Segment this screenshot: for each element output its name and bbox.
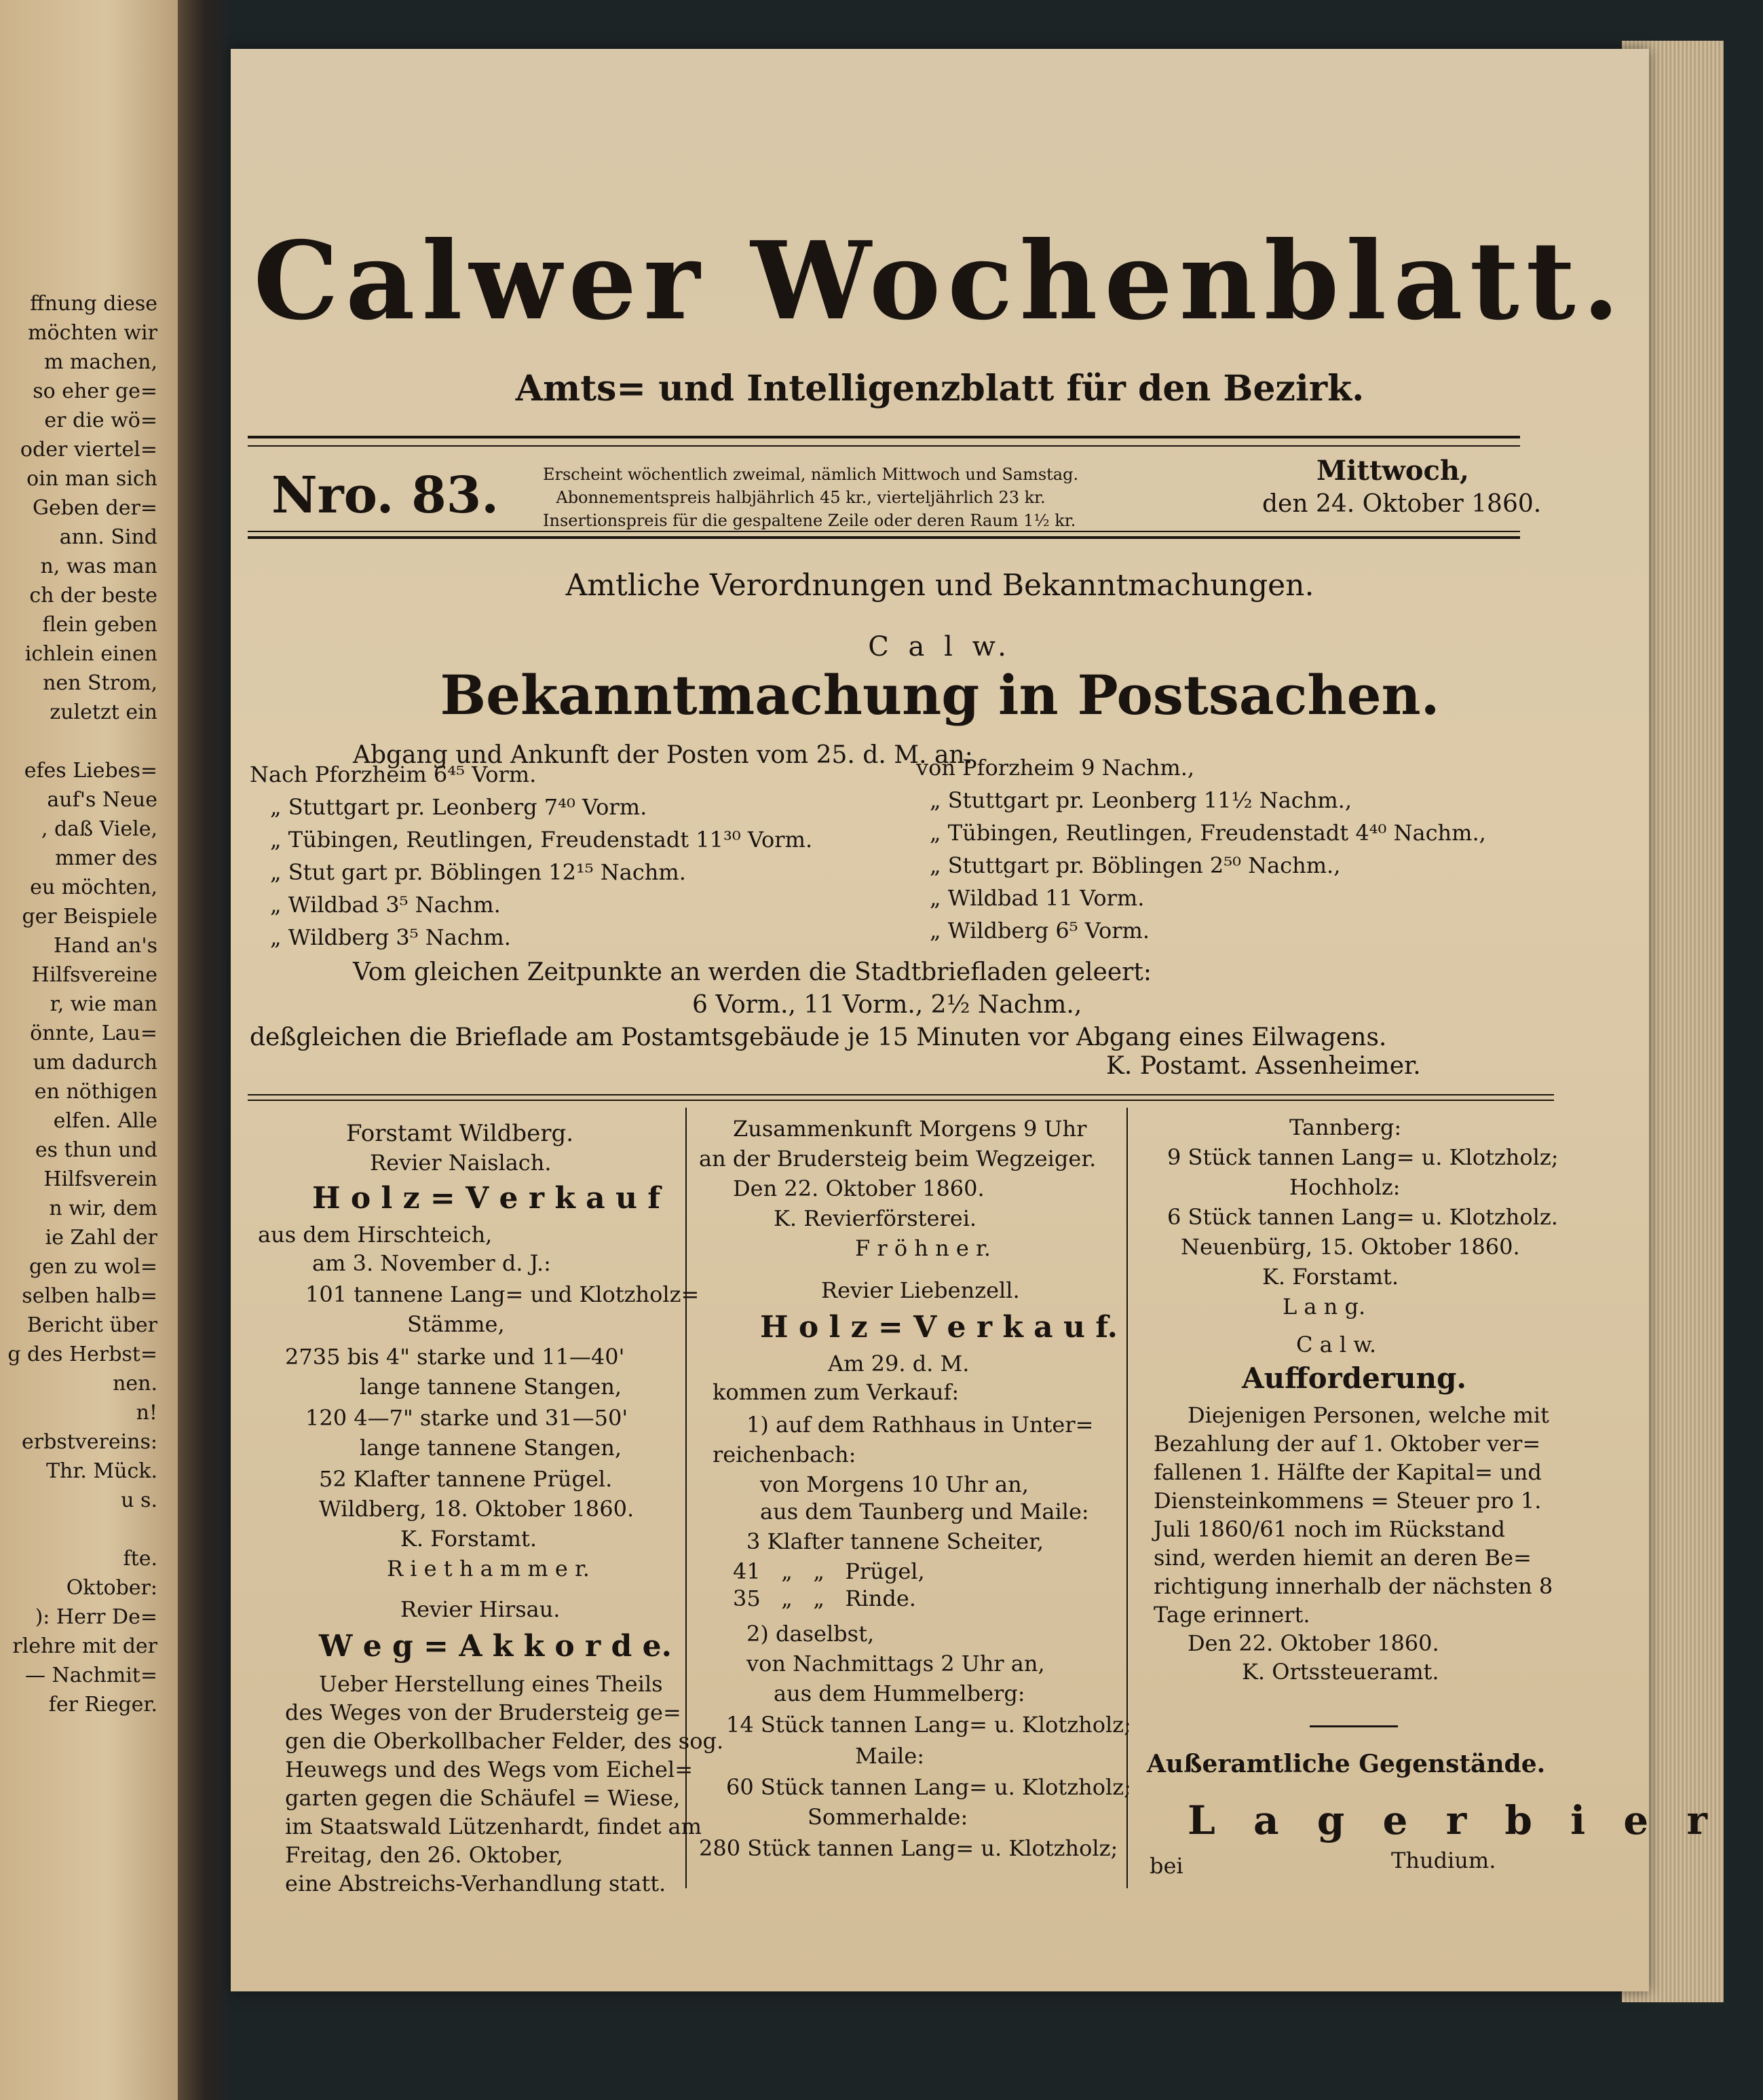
col1-line: Wildberg, 18. Oktober 1860. — [319, 1496, 634, 1522]
arrival-line: „ Wildbad 11 Vorm. — [930, 885, 1145, 911]
col1-line: gen die Oberkollbacher Felder, des sog. — [285, 1728, 724, 1754]
col1-line: Forstamt Wildberg. — [346, 1120, 574, 1147]
left-page-line: ): Herr De= — [35, 1605, 157, 1629]
left-page-line: um dadurch — [33, 1051, 157, 1074]
left-page-line: n, was man — [40, 555, 157, 578]
col1-line: Freitag, den 26. Oktober, — [285, 1842, 563, 1868]
left-page-line: — Nachmit= — [24, 1664, 157, 1687]
col2-line: 60 Stück tannen Lang= u. Klotzholz; — [726, 1774, 1131, 1800]
left-page-line: gen zu wol= — [29, 1255, 157, 1279]
left-page-line: Hilfsverein — [43, 1167, 157, 1191]
col2-heading: H o l z = V e r k a u f. — [760, 1310, 1118, 1345]
column-1 — [244, 1114, 724, 1902]
col1-line: des Weges von der Brudersteig ge= — [285, 1700, 681, 1725]
post-intro: Abgang und Ankunft der Posten vom 25. d. M. an: — [353, 741, 973, 769]
left-page-line: n! — [136, 1401, 157, 1425]
arrival-line: „ Wildberg 6⁵ Vorm. — [930, 918, 1150, 943]
left-page-line: Hand an's — [54, 934, 157, 958]
col2-line: aus dem Taunberg und Maile: — [760, 1499, 1089, 1524]
departure-line: „ Tübingen, Reutlingen, Freudenstadt 11³⁰ Vorm. — [270, 827, 813, 852]
left-page-line: n wir, dem — [49, 1197, 157, 1220]
left-page-line: nen. — [113, 1372, 157, 1395]
col3-line: Diejenigen Personen, welche mit — [1188, 1402, 1549, 1428]
left-page-line: r, wie man — [50, 992, 157, 1016]
left-page-line: Bericht über — [26, 1313, 157, 1337]
post-line-3: deßgleichen die Brieflade am Postamtsgebäude je 15 Minuten vor Abgang eines Eilwagens. — [250, 1024, 1387, 1051]
col2-line: Den 22. Oktober 1860. — [733, 1176, 985, 1201]
col2-line: 2) daselbst, — [746, 1621, 875, 1647]
col3-line: Thudium. — [1391, 1848, 1496, 1873]
post-signature: K. Postamt. Assenheimer. — [1106, 1052, 1421, 1080]
col3-line: Den 22. Oktober 1860. — [1188, 1630, 1439, 1656]
book-gutter — [178, 0, 232, 2100]
col2-line: 41 „ „ Prügel, — [733, 1558, 925, 1584]
section-title: Amtliche Verordnungen und Bekanntmachungen. — [565, 568, 1314, 603]
col1-line: lange tannene Stangen, — [360, 1435, 622, 1461]
col2-line: kommen zum Verkauf: — [713, 1379, 960, 1405]
col2-line: von Morgens 10 Uhr an, — [760, 1471, 1029, 1497]
col2-line: Maile: — [855, 1743, 925, 1769]
left-page-line: Geben der= — [33, 496, 157, 520]
col2-line: 14 Stück tannen Lang= u. Klotzholz; — [726, 1712, 1131, 1738]
left-page-line: ichlein einen — [24, 642, 157, 666]
left-page-line: Oktober: — [66, 1576, 157, 1600]
left-page-line: so eher ge= — [33, 379, 157, 403]
rule-mid — [248, 531, 1520, 532]
arrival-line: „ Stuttgart pr. Leonberg 11½ Nachm., — [930, 787, 1352, 813]
left-page-line: efes Liebes= — [24, 759, 157, 783]
post-departures — [250, 762, 813, 965]
left-page-line: selben halb= — [22, 1284, 157, 1308]
col1-line: 101 tannene Lang= und Klotzholz= — [305, 1281, 700, 1307]
rule-top-thin — [248, 445, 1520, 447]
left-page-line: zuletzt ein — [50, 700, 157, 724]
left-page-line: ann. Sind — [59, 525, 157, 549]
post-line-2: 6 Vorm., 11 Vorm., 2½ Nachm., — [692, 991, 1082, 1019]
col3-heading: Außeramtliche Gegenstände. — [1147, 1750, 1546, 1778]
departure-line: „ Stuttgart pr. Leonberg 7⁴⁰ Vorm. — [270, 794, 647, 820]
col2-line: 1) auf dem Rathhaus in Unter= — [746, 1412, 1094, 1438]
left-page-line: Hilfsvereine — [31, 963, 157, 987]
col3-line: Neuenbürg, 15. Oktober 1860. — [1181, 1234, 1520, 1260]
post-heading: Bekanntmachung in Postsachen. — [440, 663, 1440, 727]
col1-line: lange tannene Stangen, — [360, 1374, 622, 1400]
arrival-line: „ Tübingen, Reutlingen, Freudenstadt 4⁴⁰ Nachm., — [930, 820, 1486, 846]
col3-big: L a g e r b i e r — [1188, 1797, 1720, 1843]
post-place: C a l w. — [868, 631, 1012, 662]
col2-line: F r ö h n e r. — [855, 1235, 991, 1261]
rule-columns-top-2 — [248, 1100, 1554, 1101]
col1-line: eine Abstreichs-Verhandlung statt. — [285, 1871, 666, 1896]
left-page-line: auf's Neue — [47, 788, 157, 812]
col3-line: L a n g. — [1283, 1294, 1366, 1319]
left-page-line: er die wö= — [44, 409, 157, 432]
col3-line: bei — [1150, 1853, 1183, 1879]
col2-line: 35 „ „ Rinde. — [733, 1586, 916, 1611]
col2-line: Zusammenkunft Morgens 9 Uhr — [733, 1116, 1087, 1142]
info-line: Abonnementspreis halbjährlich 45 kr., vierteljährlich 23 kr. — [556, 488, 1046, 507]
departure-line: Nach Pforzheim 6⁴⁵ Vorm. — [250, 762, 537, 787]
col2-line: von Nachmittags 2 Uhr an, — [746, 1651, 1045, 1676]
left-page-line: erbstvereins: — [22, 1430, 157, 1454]
left-page-line: oin man sich — [26, 467, 157, 491]
col1-line: Revier Hirsau. — [400, 1596, 561, 1622]
masthead-title: Calwer Wochenblatt. — [253, 219, 1627, 344]
left-page-line: fte. — [123, 1547, 157, 1571]
left-page-line: fer Rieger. — [48, 1693, 157, 1717]
col1-line: 2735 bis 4" starke und 11—40' — [285, 1344, 625, 1370]
left-page-line: , daß Viele, — [41, 817, 157, 841]
col3-line: Tage erinnert. — [1154, 1602, 1310, 1628]
column-3 — [1133, 1108, 1720, 1902]
left-page-line: flein geben — [42, 613, 157, 637]
col3-line: Diensteinkommens = Steuer pro 1. — [1154, 1488, 1542, 1514]
col1-line: Ueber Herstellung eines Theils — [319, 1671, 663, 1697]
col3-line: Tannberg: — [1289, 1114, 1402, 1140]
col1-line: Stämme, — [407, 1311, 505, 1337]
left-page-line: rlehre mit der — [12, 1634, 157, 1658]
left-page-line: önnte, Lau= — [30, 1021, 157, 1045]
info-line: Insertionspreis für die gespaltene Zeile oder deren Raum 1½ kr. — [543, 511, 1076, 530]
col2-line: 280 Stück tannen Lang= u. Klotzholz; — [699, 1835, 1118, 1861]
col1-line: im Staatswald Lützenhardt, findet am — [285, 1814, 702, 1839]
left-page-line: oder viertel= — [20, 438, 157, 462]
departure-line: „ Stut gart pr. Böblingen 12¹⁵ Nachm. — [270, 859, 686, 885]
left-page-line: es thun und — [35, 1138, 157, 1162]
left-page-line: ie Zahl der — [45, 1226, 157, 1250]
col1-line: Heuwegs und des Wegs vom Eichel= — [285, 1757, 694, 1782]
col3-line: richtigung innerhalb der nächsten 8 — [1154, 1573, 1553, 1599]
col1-line: K. Forstamt. — [400, 1526, 537, 1552]
arrival-line: „ Stuttgart pr. Böblingen 2⁵⁰ Nachm., — [930, 852, 1341, 878]
col3-line: sind, werden hiemit an deren Be= — [1154, 1545, 1532, 1571]
col2-line: Am 29. d. M. — [828, 1351, 970, 1376]
col1-line: garten gegen die Schäufel = Wiese, — [285, 1785, 681, 1811]
col2-line: Revier Liebenzell. — [821, 1277, 1020, 1303]
left-page-line: eu möchten, — [30, 876, 157, 899]
left-page-line: g des Herbst= — [7, 1343, 157, 1366]
col3-line: Hochholz: — [1289, 1174, 1401, 1200]
col3-line: fallenen 1. Hälfte der Kapital= und — [1154, 1459, 1542, 1485]
col3-line: C a l w. — [1296, 1332, 1377, 1357]
col3-heading: Aufforderung. — [1242, 1362, 1467, 1395]
masthead-subtitle: Amts= und Intelligenzblatt für den Bezirk. — [515, 368, 1365, 409]
left-page-line: nen Strom, — [43, 671, 157, 695]
col2-line: an der Brudersteig beim Wegzeiger. — [699, 1146, 1097, 1171]
issue-weekday: Mittwoch, — [1316, 455, 1469, 487]
left-page-line: u s. — [121, 1488, 157, 1512]
short-rule — [1310, 1725, 1398, 1727]
left-page-line: m machen, — [43, 350, 157, 374]
rule-mid-thick — [248, 536, 1520, 539]
rule-top — [248, 436, 1520, 438]
left-facing-page — [0, 0, 178, 2100]
col3-line: K. Forstamt. — [1262, 1264, 1399, 1290]
col1-line: 52 Klafter tannene Prügel. — [319, 1466, 613, 1492]
departure-line: „ Wildbad 3⁵ Nachm. — [270, 892, 501, 918]
col3-line: K. Ortssteueramt. — [1242, 1659, 1439, 1685]
col2-line: K. Revierförsterei. — [774, 1205, 977, 1231]
arrival-line: von Pforzheim 9 Nachm., — [916, 755, 1195, 781]
left-page-line: mmer des — [55, 846, 157, 870]
col1-heading: W e g = A k k o r d e. — [319, 1629, 672, 1664]
left-page-line: möchten wir — [28, 321, 157, 345]
post-arrivals — [916, 755, 1629, 958]
info-line: Erscheint wöchentlich zweimal, nämlich Mittwoch und Samstag. — [543, 465, 1079, 484]
left-page-line: en nöthigen — [34, 1080, 157, 1104]
left-page-line: ffnung diese — [30, 292, 157, 316]
departure-line: „ Wildberg 3⁵ Nachm. — [270, 924, 511, 950]
col3-line: 6 Stück tannen Lang= u. Klotzholz. — [1167, 1204, 1558, 1230]
left-page-line: Thr. Mück. — [45, 1459, 157, 1483]
col3-line: 9 Stück tannen Lang= u. Klotzholz; — [1167, 1144, 1559, 1170]
col1-heading: H o l z = V e r k a u f — [312, 1181, 661, 1216]
left-page-line: ch der beste — [29, 584, 157, 607]
post-line-1: Vom gleichen Zeitpunkte an werden die Stadtbriefladen geleert: — [353, 958, 1152, 986]
col2-line: 3 Klafter tannene Scheiter, — [746, 1529, 1044, 1554]
column-2 — [692, 1108, 1131, 1902]
left-page-line: elfen. Alle — [53, 1109, 157, 1133]
issue-date: den 24. Oktober 1860. — [1262, 490, 1542, 518]
col1-line: Revier Naislach. — [370, 1150, 552, 1176]
col1-line: am 3. November d. J.: — [312, 1250, 551, 1276]
rule-columns-top — [248, 1094, 1554, 1095]
newspaper-page — [231, 49, 1720, 1991]
col3-line: Bezahlung der auf 1. Oktober ver= — [1154, 1431, 1541, 1457]
issue-number: Nro. 83. — [271, 466, 499, 525]
col1-line: 120 4—7" starke und 31—50' — [305, 1405, 628, 1431]
col2-line: Sommerhalde: — [808, 1804, 968, 1830]
column-divider — [1126, 1108, 1128, 1888]
publication-info — [543, 463, 1079, 532]
col3-line: Juli 1860/61 noch im Rückstand — [1154, 1516, 1505, 1542]
col2-line: aus dem Hummelberg: — [774, 1681, 1025, 1706]
col1-line: aus dem Hirschteich, — [258, 1222, 493, 1248]
left-page-line: ger Beispiele — [22, 905, 157, 929]
col2-line: reichenbach: — [713, 1442, 856, 1467]
col1-line: R i e t h a m m e r. — [387, 1556, 590, 1581]
